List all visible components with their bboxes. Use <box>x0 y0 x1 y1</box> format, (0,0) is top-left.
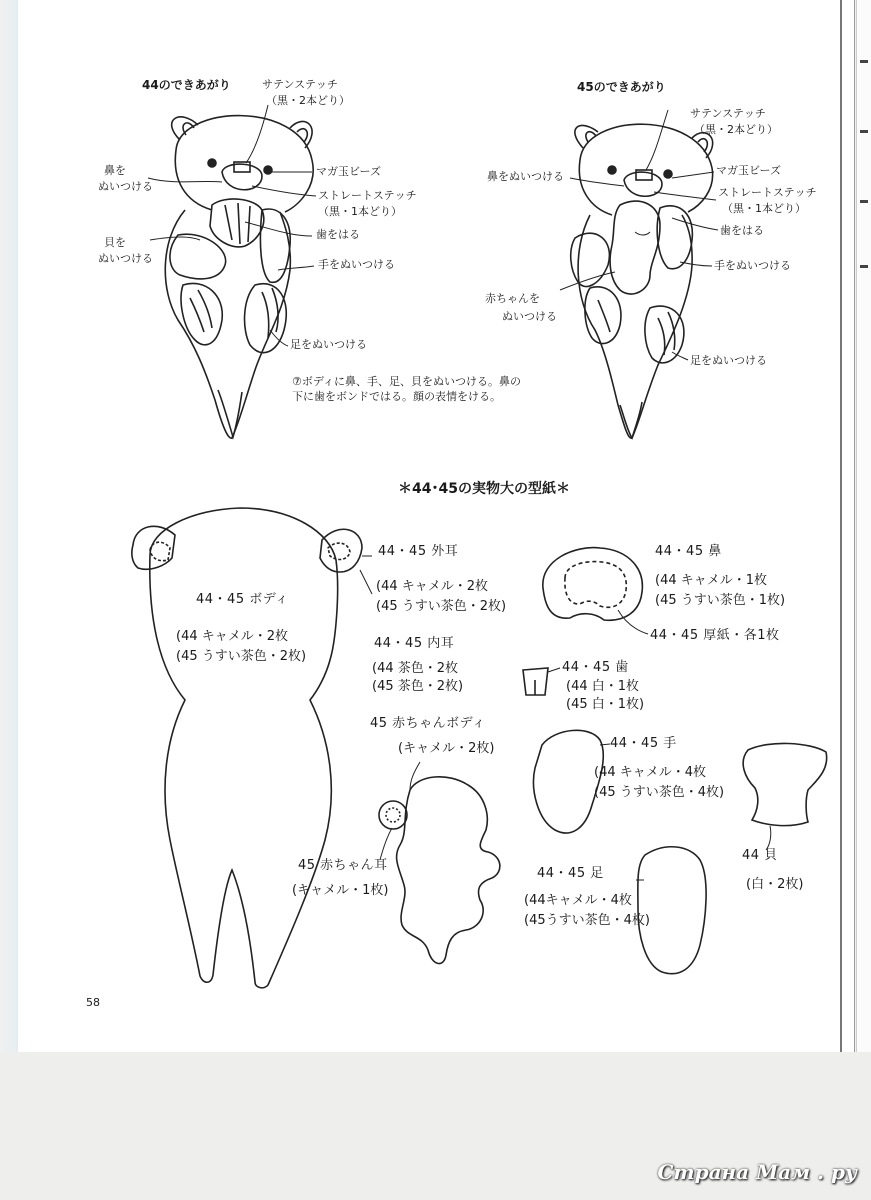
part-nose-name: 44・45 鼻 <box>655 544 722 559</box>
part-foot-line2: (45うすい茶色・4枚) <box>524 913 650 928</box>
shell-pattern-piece <box>743 743 827 850</box>
part-nose-line2: (45 うすい茶色・1枚) <box>655 593 786 608</box>
nose-pattern-piece <box>543 548 648 634</box>
label-baby-2: ぬいつける <box>502 310 557 323</box>
label-satin-stitch: サテンステッチ <box>262 78 338 91</box>
part-body-name: 44・45 ボディ <box>196 592 289 607</box>
teeth-pattern-piece <box>523 668 560 695</box>
label-straight-stitch: ストレートステッチ <box>318 189 417 202</box>
part-hand-name: 44・45 手 <box>610 736 677 751</box>
part-hand-line2: (45 うすい茶色・4枚) <box>594 785 725 800</box>
part-teeth-line2: (45 白・1枚) <box>566 697 645 712</box>
label-feet: 足をぬいつける <box>690 354 767 367</box>
part-shell-line1: (白・2枚) <box>746 877 804 892</box>
part-cardboard-name: 44・45 厚紙・各1枚 <box>650 628 780 643</box>
label-satin-stitch: サテンステッチ <box>690 107 766 120</box>
part-foot-name: 44・45 足 <box>537 866 604 881</box>
part-body-line2: (45 うすい茶色・2枚) <box>176 649 307 664</box>
part-shell-name: 44 貝 <box>742 848 778 863</box>
part-body-line1: (44 キャメル・2枚 <box>176 629 289 644</box>
otter-44-illustration <box>148 105 316 438</box>
label-shell-1: 貝を <box>104 236 126 249</box>
label-feet: 足をぬいつける <box>290 338 367 351</box>
part-inner-ear-line1: (44 茶色・2枚 <box>372 661 459 676</box>
instruction-text: ⑦ボディに鼻、手、足、貝をぬいつける。鼻の下に歯をボンドではる。顔の表情をける。 <box>292 375 521 403</box>
part-teeth-name: 44・45 歯 <box>562 660 629 675</box>
label-satin-stitch-sub: （黒・2本どり） <box>694 123 778 136</box>
foot-pattern-piece <box>636 847 706 974</box>
label-nose-2: ぬいつける <box>98 180 153 193</box>
figure-44-title: 44のできあがり <box>142 78 231 92</box>
part-baby-body-name: 45 赤ちゃんボディ <box>370 716 486 731</box>
label-nose: 鼻をぬいつける <box>487 170 564 183</box>
label-hands: 手をぬいつける <box>714 259 791 272</box>
part-inner-ear-name: 44・45 内耳 <box>374 636 455 651</box>
otter-45-illustration <box>560 110 718 438</box>
label-straight-stitch-sub: （黒・1本どり） <box>318 205 402 218</box>
page-number: 58 <box>86 996 100 1009</box>
part-baby-ear-line1: (キャメル・1枚) <box>292 883 389 898</box>
part-outer-ear-name: 44・45 外耳 <box>378 544 459 559</box>
baby-body-pattern-piece <box>379 762 500 964</box>
part-foot-line1: (44キャメル・4枚 <box>524 893 632 908</box>
label-nose-1: 鼻を <box>104 164 126 177</box>
label-straight-stitch: ストレートステッチ <box>718 186 817 199</box>
label-hands: 手をぬいつける <box>318 258 395 271</box>
part-baby-body-line1: (キャメル・2枚) <box>398 741 495 756</box>
part-teeth-line1: (44 白・1枚 <box>566 679 640 694</box>
label-satin-stitch-sub: （黒・2本どり） <box>266 94 350 107</box>
site-watermark: Страна Мам . ру <box>657 1160 857 1184</box>
part-inner-ear-line2: (45 茶色・2枚) <box>372 679 464 694</box>
label-straight-stitch-sub: （黒・1本どり） <box>722 202 806 215</box>
label-beads: マガ玉ビーズ <box>316 165 382 178</box>
part-baby-ear-name: 45 赤ちゃん耳 <box>298 858 388 873</box>
body-pattern-piece <box>132 508 372 988</box>
label-teeth: 歯をはる <box>316 228 360 241</box>
part-hand-line1: (44 キャメル・4枚 <box>594 765 707 780</box>
figure-45-title: 45のできあがり <box>577 80 666 94</box>
part-outer-ear-line1: (44 キャメル・2枚 <box>376 579 489 594</box>
label-baby-1: 赤ちゃんを <box>485 292 540 305</box>
part-outer-ear-line2: (45 うすい茶色・2枚) <box>376 599 507 614</box>
label-teeth: 歯をはる <box>720 224 764 237</box>
label-beads: マガ玉ビーズ <box>716 164 782 177</box>
pattern-section-title: ＊44･45の実物大の型紙＊ <box>398 481 570 497</box>
label-shell-2: ぬいつける <box>98 252 153 265</box>
part-nose-line1: (44 キャメル・1枚 <box>655 573 768 588</box>
